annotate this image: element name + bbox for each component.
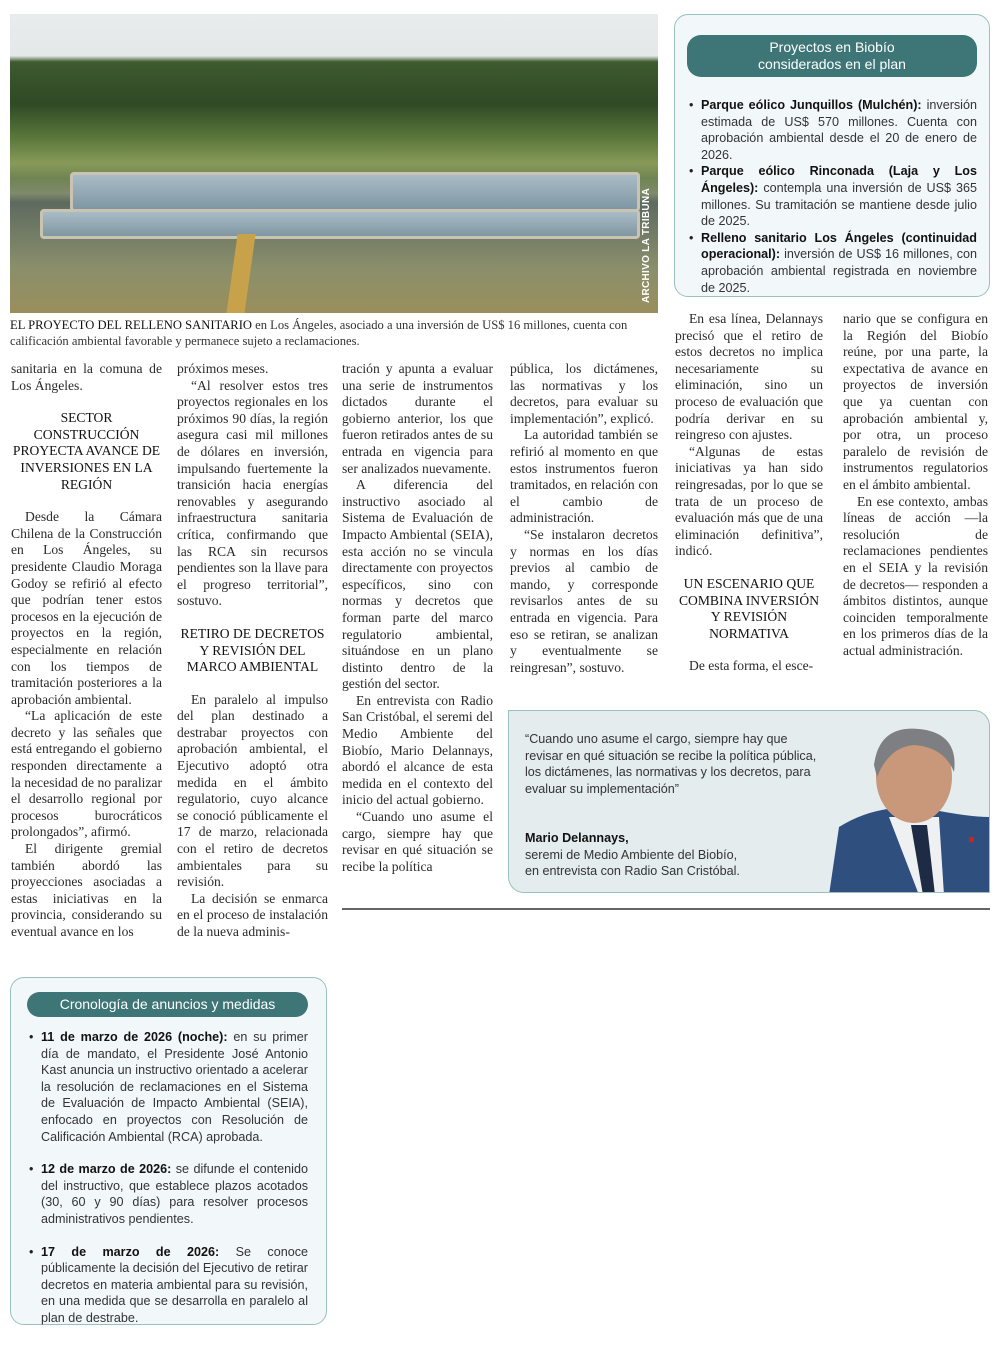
list-item [27, 1029, 308, 1145]
article-paragraph: En esa línea, Delannays precisó que el retiro de estos decretos no implica necesariamente su eliminación, sino un proceso de evaluación que podría derivar en su reingreso con ajustes. [675, 311, 823, 443]
list-item [687, 163, 977, 229]
section-divider [342, 908, 990, 910]
item-lead: Parque eólico Junquillos (Mulchén): [701, 98, 922, 112]
projects-list [687, 97, 977, 296]
article-column-6 [843, 311, 988, 659]
article-paragraph: El dirigente gremial también abordó las proyecciones asociadas a estas iniciativas en la provincia, considerando su eventual avance en los [11, 841, 162, 939]
projects-box [674, 14, 990, 297]
caption-lead: EL PROYECTO DEL RELLENO SANITARIO [10, 318, 252, 332]
article-column-2 [177, 361, 328, 941]
item-text: en su primer día de mandato, el Presidente José Antonio Kast anuncia un instructivo orientado a acelerar la resolución de reclamaciones en el Sistema de Evaluación de Impacto Ambiental (SEIA), enfocado en proyectos con Resolución de Calificación Ambiental (RCA) aprobada. [41, 1030, 308, 1144]
article-paragraph: A diferencia del instructivo asociado al Sistema de Evaluación de Impacto Ambiental (SEIA), esta acción no se vincula directamente con proyectos específicos, sino con normas y decretos que forman parte del marco regulatorio ambiental, situándose en un plano distinto dentro de la gestión del sector. [342, 477, 493, 692]
article-paragraph: “Se instalaron decretos y normas en los días previos al cambio de mando, y corresponde revisarlos antes de su entrada en vigencia. Para eso se retiran, se analizan y eventualmente se reingresan”, sostuvo. [510, 526, 658, 675]
quote-box [508, 710, 990, 893]
article-paragraph: En paralelo al impulso del plan destinado a destrabar proyectos con aprobación ambiental, el Ejecutivo adoptó otra medida en el ámbito regulatorio, cuyo alcance se conoció públicamente el 17 de marzo, relacionada con el retiro de decretos ambientales para su revisión. [177, 691, 328, 890]
item-text: inversión de US$ 16 millones, con aprobación ambiental registrada en noviembre de 2025. [701, 247, 977, 295]
section-heading: RETIRO DE DECRETOS Y REVISIÓN DEL MARCO AMBIENTAL [180, 625, 325, 675]
quote-role: seremi de Medio Ambiente del Biobío, [525, 848, 738, 862]
landfill-photo [10, 14, 658, 313]
article-column-1 [11, 361, 162, 941]
article-paragraph: Desde la Cámara Chilena de la Construcción en Los Ángeles, su presidente Claudio Moraga Godoy se refirió al efecto que podrían tener estos procesos en la ejecución de proyectos en la región, especialmente en relación con los tiempos de tramitación posteriores a la aprobación ambiental. [11, 509, 162, 707]
quote-author: Mario Delannays, [525, 831, 629, 845]
item-lead: Parque eólico Rinconada (Laja y Los Ángeles): [701, 164, 977, 195]
article-paragraph: La autoridad también se refirió al momento en que estos instrumentos fueron tramitados, en relación con el cambio de administración. [510, 427, 658, 526]
article-column-4 [510, 361, 658, 676]
article-column-3 [342, 361, 493, 875]
article-paragraph: De esta forma, el esce- [689, 658, 814, 674]
pond-shape [70, 172, 640, 212]
article-paragraph: “Algunas de estas iniciativas ya han sido reingresadas, por lo que se trata de un proceso de evaluación más que de una eliminación definitiva”, indicó. [675, 443, 823, 559]
item-text: se difunde el contenido del instructivo, que establece plazos acotados (30, 60 y 90 días) para resolver procesos administrativos pendientes. [41, 1162, 308, 1226]
item-lead: 12 de marzo de 2026: [41, 1162, 172, 1177]
article-paragraph: tración y apunta a evaluar una serie de instrumentos dictados durante el gobierno anterior, los que fueron retirados antes de su entrada en vigencia para ser analizados nuevamente. [342, 361, 493, 476]
quote-source: en entrevista con Radio San Cristóbal. [525, 864, 740, 878]
caption-text: en Los Ángeles, asociado a una inversión de US$ 16 millones, cuenta con calificación ambiental favorable y permanece sujeto a reclamaciones. [10, 318, 628, 348]
item-lead: 11 de marzo de 2026 (noche): [41, 1030, 228, 1044]
section-heading: SECTOR CONSTRUCCIÓN PROYECTA AVANCE DE INVERSIONES EN LA REGIÓN [12, 410, 161, 492]
section-heading: UN ESCENARIO QUE COMBINA INVERSIÓN Y REVISIÓN NORMATIVA [678, 575, 820, 641]
article-paragraph: sanitaria en la comuna de Los Ángeles. [11, 361, 162, 393]
photo-caption [10, 317, 660, 349]
item-lead: 17 de marzo de 2026: [41, 1244, 220, 1259]
timeline-box [10, 977, 327, 1325]
article-paragraph: “Cuando uno asume el cargo, siempre hay que revisar en qué situación se recibe la política [342, 809, 493, 874]
list-item [27, 1161, 308, 1227]
article-paragraph: En ese contexto, ambas líneas de acción —la resolución de reclamaciones pendientes en el SEIA y la revisión de decretos— responden a ámbitos distintos, aunque coinciden temporalmente en los primeros días de la actual administración. [843, 493, 988, 658]
article-paragraph: “Al resolver estos tres proyectos regionales en los próximos 90 días, la región asegura casi mil millones de dólares en inversión, impulsando fuertemente la transición hacia energías renovables y asegurando infraestructura sanitaria crítica, confirmando que las RCA sin recursos pendientes son la llave para el progreso territorial”, sostuvo. [177, 377, 328, 609]
item-text: contempla una inversión de US$ 365 millones. Su tramitación se mantiene desde julio de 2025. [701, 180, 977, 229]
projects-box-title: Proyectos en Biobío considerados en el plan [687, 35, 977, 77]
timeline-box-title: Cronología de anuncios y medidas [27, 992, 308, 1017]
list-item [687, 97, 977, 163]
list-item [687, 230, 977, 296]
portrait-photo [819, 717, 989, 893]
item-text: inversión estimada de US$ 570 millones. Cuenta con aprobación ambiental desde el 20 de enero de 2026. [701, 98, 977, 162]
article-paragraph: La decisión se enmarca en el proceso de instalación de la nueva adminis- [177, 890, 328, 939]
article-paragraph: pública, los dictámenes, las normativas y los decretos, para evaluar su implementación”, explicó. [510, 361, 658, 426]
item-text: Se conoce públicamente la decisión del Ejecutivo de retirar decretos en materia ambiental para su revisión, en una medida que se desarrolla en paralelo al plan de destrabe. [41, 1244, 309, 1325]
item-lead: Relleno sanitario Los Ángeles (continuidad operacional): [701, 230, 977, 262]
article-paragraph: nario que se configura en la Región del Biobío reúne, por una parte, la expectativa de avance en proyectos de inversión que ya cuentan con aprobación ambiental y, por otra, un proceso paralelo de revisión de instrumentos regulatorios en el ámbito ambiental. [843, 311, 988, 492]
article-paragraph: “La aplicación de este decreto y las señales que está entregando el gobierno responden directamente a la necesidad de no paralizar el desarrollo regional por procesos burocráticos prolongados”, afirmó. [11, 708, 162, 840]
stairs-shape [226, 234, 255, 313]
photo-credit: ARCHIVO LA TRIBUNA [641, 187, 652, 303]
timeline-list [27, 1029, 308, 1327]
list-item [27, 1244, 308, 1327]
quote-text: “Cuando uno asume el cargo, siempre hay que revisar en qué situación se recibe la política pública, los dictámenes, las normativas y los decretos, para evaluar su implementación” [525, 732, 817, 796]
article-paragraph: En entrevista con Radio San Cristóbal, el seremi del Medio Ambiente del Biobío, Mario Delannays, abordó el alcance de esta medida en el contexto del inicio del actual gobierno. [342, 692, 493, 808]
pond-shape [40, 209, 640, 239]
article-paragraph: próximos meses. [177, 361, 269, 376]
article-column-5 [675, 311, 823, 675]
